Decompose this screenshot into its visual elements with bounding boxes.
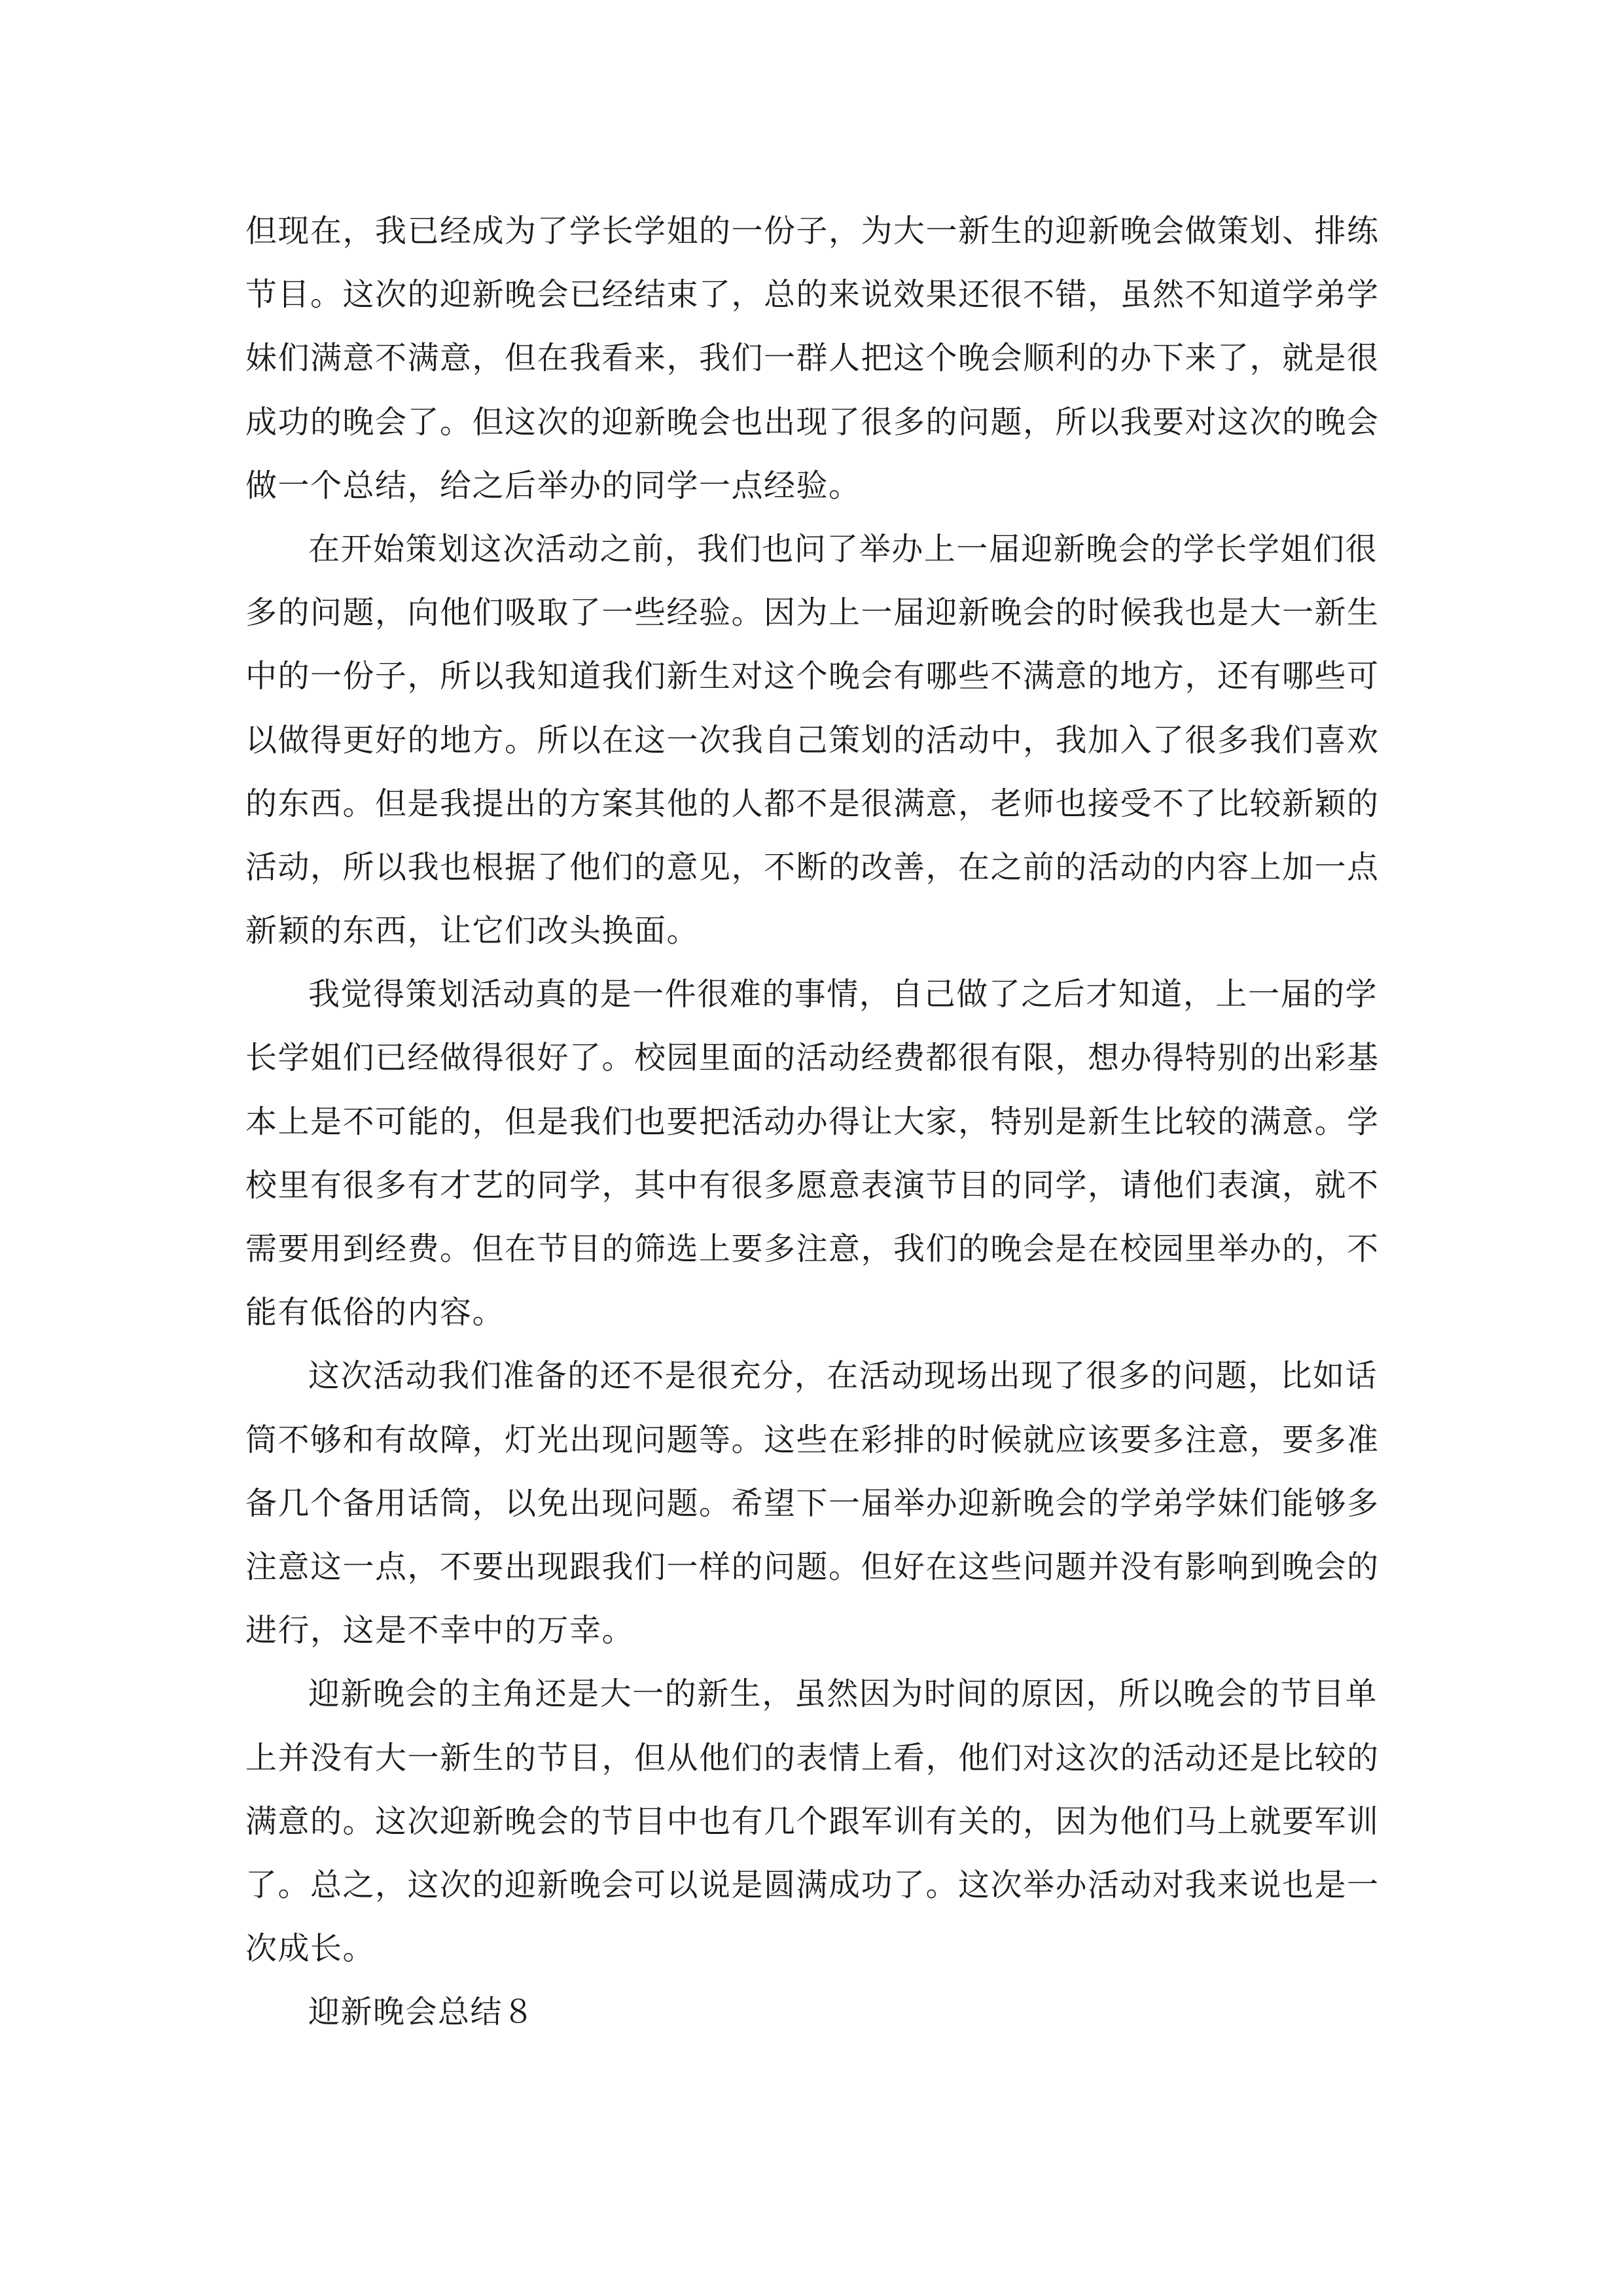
paragraph-line: 在开始策划这次活动之前，我们也问了举办上一届迎新晚会的学长学姐们很 (308, 530, 1378, 567)
paragraph-line: 进行，这是不幸中的万幸。 (245, 1612, 635, 1649)
paragraph-line: 中的一份子，所以我知道我们新生对这个晚会有哪些不满意的地方，还有哪些可 (245, 658, 1380, 695)
paragraph-3 (245, 963, 1378, 1344)
paragraph-line: 需要用到经费。但在节目的筛选上要多注意，我们的晚会是在校园里举办的，不 (245, 1230, 1380, 1267)
paragraph-line: 活动，所以我也根据了他们的意见，不断的改善，在之前的活动的内容上加一点 (245, 848, 1380, 886)
paragraph-line: 能有低俗的内容。 (245, 1294, 505, 1331)
paragraph-4 (245, 1344, 1378, 1662)
paragraph-line: 上并没有大一新生的节目，但从他们的表情上看，他们对这次的活动还是比较的 (245, 1739, 1380, 1776)
paragraph-1 (245, 200, 1378, 518)
paragraph-line: 筒不够和有故障，灯光出现问题等。这些在彩排的时候就应该要多注意，要多准 (245, 1421, 1380, 1458)
document-body (245, 200, 1378, 2044)
paragraph-line: 多的问题，向他们吸取了一些经验。因为上一届迎新晚会的时候我也是大一新生 (245, 594, 1380, 632)
paragraph-line: 这次活动我们准备的还不是很充分，在活动现场出现了很多的问题，比如话 (308, 1357, 1378, 1395)
paragraph-line: 校里有很多有才艺的同学，其中有很多愿意表演节目的同学，请他们表演，就不 (245, 1166, 1380, 1204)
paragraph-line: 注意这一点，不要出现跟我们一样的问题。但好在这些问题并没有影响到晚会的 (245, 1548, 1380, 1585)
paragraph-line: 做一个总结，给之后举办的同学一点经验。 (245, 467, 861, 504)
paragraph-line: 次成长。 (245, 1930, 376, 1967)
paragraph-5 (245, 1662, 1378, 1981)
paragraph-line: 了。总之，这次的迎新晚会可以说是圆满成功了。这次举办活动对我来说也是一 (245, 1866, 1380, 1903)
paragraph-line: 迎新晚会的主角还是大一的新生，虽然因为时间的原因，所以晚会的节目单 (308, 1676, 1378, 1713)
paragraph-line: 备几个备用话筒，以免出现问题。希望下一届举办迎新晚会的学弟学妹们能够多 (245, 1484, 1380, 1522)
paragraph-line: 妹们满意不满意，但在我看来，我们一群人把这个晚会顺利的办下来了，就是很 (245, 340, 1380, 377)
paragraph-line: 我觉得策划活动真的是一件很难的事情，自己做了之后才知道，上一届的学 (308, 976, 1378, 1013)
paragraph-line: 新颖的东西，让它们改头换面。 (245, 912, 700, 950)
paragraph-line: 的东西。但是我提出的方案其他的人都不是很满意，老师也接受不了比较新颖的 (245, 785, 1380, 822)
paragraph-line: 节目。这次的迎新晚会已经结束了，总的来说效果还很不错，虽然不知道学弟学 (245, 276, 1380, 314)
paragraph-line: 长学姐们已经做得很好了。校园里面的活动经费都很有限，想办得特别的出彩基 (245, 1039, 1380, 1077)
section-heading (245, 1981, 1378, 2044)
paragraph-2 (245, 518, 1378, 963)
section-heading-text: 迎新晚会总结８ (308, 1994, 535, 2031)
paragraph-line: 成功的晚会了。但这次的迎新晚会也出现了很多的问题，所以我要对这次的晚会 (245, 403, 1380, 440)
paragraph-line: 本上是不可能的，但是我们也要把活动办得让大家，特别是新生比较的满意。学 (245, 1103, 1380, 1140)
paragraph-line: 以做得更好的地方。所以在这一次我自己策划的活动中，我加入了很多我们喜欢 (245, 721, 1380, 759)
paragraph-line: 但现在，我已经成为了学长学姐的一份子，为大一新生的迎新晚会做策划、排练 (245, 213, 1380, 249)
paragraph-line: 满意的。这次迎新晚会的节目中也有几个跟军训有关的，因为他们马上就要军训 (245, 1803, 1380, 1840)
